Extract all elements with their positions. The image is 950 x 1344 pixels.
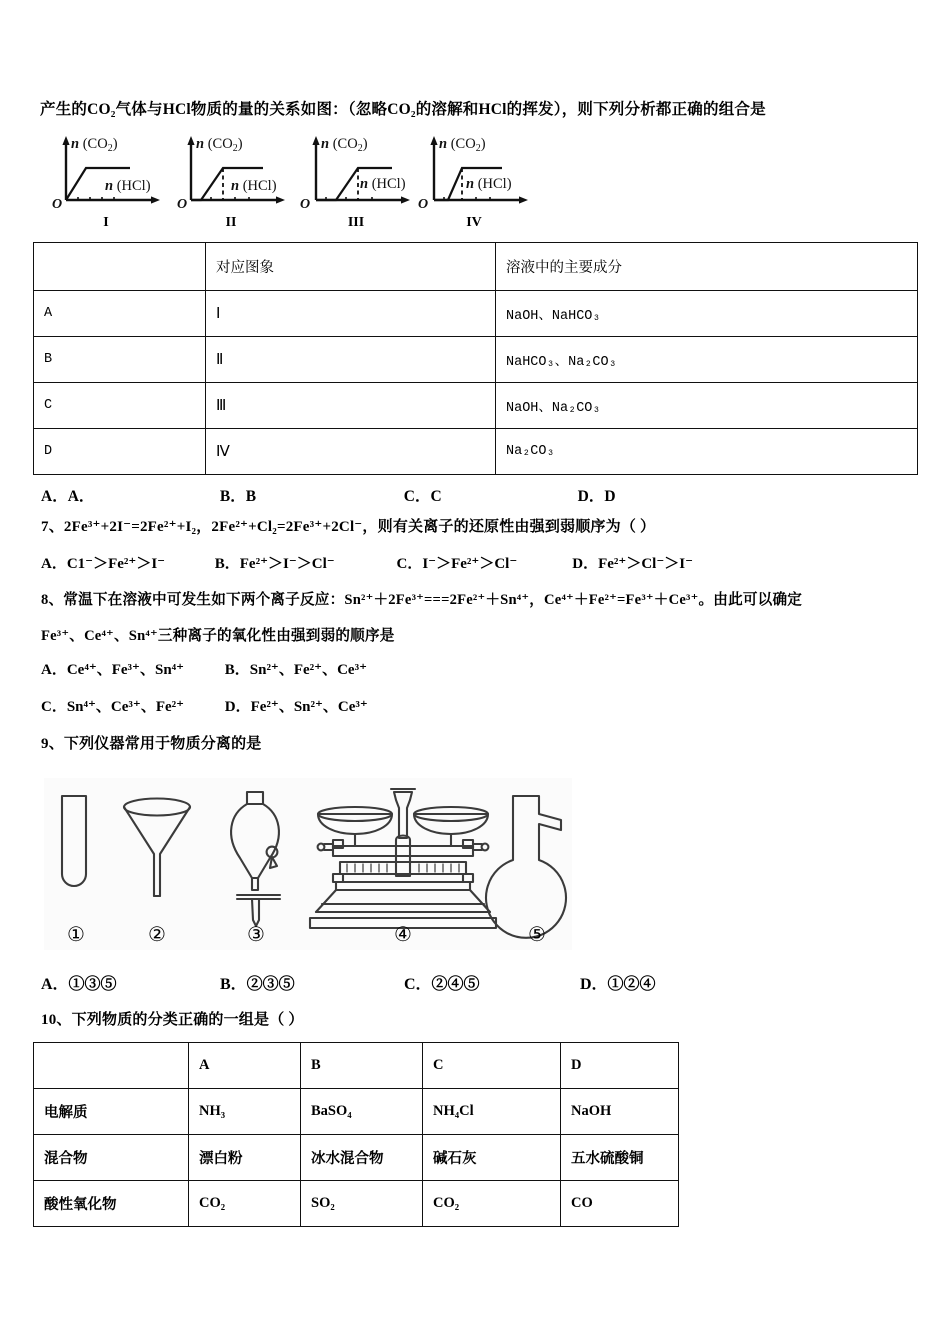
graph-IV-label: IV xyxy=(466,215,482,230)
svg-text:n (CO2): n $(CO_2)$ xyxy=(196,136,243,154)
graph-III-label: III xyxy=(347,215,365,230)
classify-acidic-oxide-b: SO₂ xyxy=(301,1181,423,1227)
table-row xyxy=(34,429,918,475)
svg-text:O: O xyxy=(177,197,188,212)
row-graph-b: Ⅱ xyxy=(206,337,496,383)
q7-option-b[interactable]: B．Fe²⁺＞I⁻＞Cl⁻ xyxy=(214,556,335,572)
classify-mixture-c: 碱石灰 xyxy=(423,1135,561,1181)
question-6-stem: 产生的CO₂气体与HCl物质的量的关系如图：（忽略CO₂的溶解和HCl的挥发），则下列分析都正确的组合是 xyxy=(40,101,766,118)
funnel-icon xyxy=(124,799,190,897)
table-header-row xyxy=(34,243,918,291)
q8-option-d[interactable]: D．Fe²⁺、Sn²⁺、Ce³⁺ xyxy=(224,699,368,715)
classify-category-mixture: 混合物 xyxy=(34,1135,189,1181)
svg-text:O: O xyxy=(418,197,429,212)
test-tube-icon xyxy=(62,796,86,886)
table-row xyxy=(34,1135,679,1181)
apparatus-number-2: ② xyxy=(148,922,166,946)
classify-acidic-oxide-d: CO xyxy=(561,1181,679,1227)
question-9-stem: 9、下列仪器常用于物质分离的是 xyxy=(41,736,262,752)
row-components-b: NaHCO₃、Na₂CO₃ xyxy=(496,337,918,383)
q9-option-d[interactable]: D．①②④ xyxy=(580,976,656,993)
q7-option-a[interactable]: A．C1⁻＞Fe²⁺＞I⁻ xyxy=(41,556,166,572)
graph-III xyxy=(292,128,420,228)
q8-option-c[interactable]: C．Sn⁴⁺、Ce³⁺、Fe²⁺ xyxy=(41,699,185,715)
classify-acidic-oxide-a: CO₂ xyxy=(189,1181,301,1227)
q7-option-c[interactable]: C．I⁻＞Fe²⁺＞Cl⁻ xyxy=(396,556,518,572)
svg-text:n (CO2): n $(CO_2)$ xyxy=(321,136,368,154)
apparatus-svg xyxy=(44,778,572,950)
question-7-options xyxy=(41,552,693,573)
graph-I-svg xyxy=(42,128,170,228)
table-row xyxy=(34,1089,679,1135)
svg-text:n (CO2): n $(CO_2)$ xyxy=(71,136,118,154)
question-6-graph-figure xyxy=(42,128,562,228)
apparatus-number-3: ③ xyxy=(247,922,265,946)
q8-option-a[interactable]: A．Ce⁴⁺、Fe³⁺、Sn⁴⁺ xyxy=(41,662,185,678)
distillation-flask-icon xyxy=(486,796,566,938)
svg-text:n (HCl): n (HCl) xyxy=(466,176,512,192)
table-header-components: 溶液中的主要成分 xyxy=(496,243,918,291)
classify-mixture-b: 冰水混合物 xyxy=(301,1135,423,1181)
row-components-d: Na₂CO₃ xyxy=(496,429,918,475)
row-graph-c: Ⅲ xyxy=(206,383,496,429)
graph-IV xyxy=(410,128,538,228)
graph-II xyxy=(167,128,295,228)
table-row xyxy=(34,1181,679,1227)
separating-funnel-icon xyxy=(231,792,280,926)
row-option-d: D xyxy=(34,429,206,475)
question-7-stem: 7、2Fe³⁺+2I⁻=2Fe²⁺+I₂，2Fe²⁺+Cl₂=2Fe³⁺+2Cl⁻，则有关离子的还原性由强到弱顺序为（ ） xyxy=(41,519,656,535)
apparatus-number-5: ⑤ xyxy=(528,922,546,946)
question-8-options-row2 xyxy=(41,695,368,716)
classify-mixture-d: 五水硫酸铜 xyxy=(561,1135,679,1181)
question-8-options-row1 xyxy=(41,658,367,679)
table-row xyxy=(34,337,918,383)
classify-electrolyte-a: NH₃ xyxy=(189,1089,301,1135)
svg-text:n (HCl): n (HCl) xyxy=(360,176,406,192)
table-header-blank xyxy=(34,243,206,291)
classify-header-d: D xyxy=(561,1043,679,1089)
question-9-options xyxy=(41,971,656,994)
row-option-c: C xyxy=(34,383,206,429)
graph-I-label: I xyxy=(103,215,109,230)
svg-text:n (HCl): n (HCl) xyxy=(105,178,151,194)
classify-electrolyte-b: BaSO₄ xyxy=(301,1089,423,1135)
graph-IV-svg xyxy=(410,128,538,228)
q6-option-c[interactable]: C．C xyxy=(403,488,442,505)
classify-category-acidic-oxide: 酸性氧化物 xyxy=(34,1181,189,1227)
svg-text:O: O xyxy=(300,197,311,212)
row-graph-a: Ⅰ xyxy=(206,291,496,337)
svg-text:n (HCl): n (HCl) xyxy=(231,178,277,194)
graph-I xyxy=(42,128,170,228)
question-8-stem-line1: 8、常温下在溶液中可发生如下两个离子反应：Sn²⁺＋2Fe³⁺===2Fe²⁺＋Sn⁴⁺，Ce⁴⁺＋Fe²⁺=Fe³⁺＋Ce³⁺。由此可以确定 xyxy=(41,592,803,608)
q7-option-d[interactable]: D．Fe²⁺＞Cl⁻＞I⁻ xyxy=(572,556,693,572)
question-6-table xyxy=(33,242,918,475)
table-header-row xyxy=(34,1043,679,1089)
classify-header-c: C xyxy=(423,1043,561,1089)
question-9-apparatus-figure xyxy=(44,778,572,950)
table-header-graph: 对应图象 xyxy=(206,243,496,291)
row-components-c: NaOH、Na₂CO₃ xyxy=(496,383,918,429)
question-6-options xyxy=(41,484,616,506)
q6-option-b[interactable]: B．B xyxy=(219,488,257,505)
classify-header-blank xyxy=(34,1043,189,1089)
classify-electrolyte-c: NH₄Cl xyxy=(423,1089,561,1135)
row-components-a: NaOH、NaHCO₃ xyxy=(496,291,918,337)
graph-II-svg xyxy=(167,128,295,228)
classify-header-b: B xyxy=(301,1043,423,1089)
q8-option-b[interactable]: B．Sn²⁺、Fe²⁺、Ce³⁺ xyxy=(224,662,367,678)
graph-III-svg xyxy=(292,128,420,228)
apparatus-number-1: ① xyxy=(67,922,85,946)
question-8-stem-line2: Fe³⁺、Ce⁴⁺、Sn⁴⁺三种离子的氧化性由强到弱的顺序是 xyxy=(41,628,395,644)
graph-II-label: II xyxy=(225,215,237,230)
balance-icon xyxy=(310,789,496,928)
row-option-a: A xyxy=(34,291,206,337)
row-graph-d: Ⅳ xyxy=(206,429,496,475)
row-option-b: B xyxy=(34,337,206,383)
classify-acidic-oxide-c: CO₂ xyxy=(423,1181,561,1227)
q9-option-b[interactable]: B．②③⑤ xyxy=(220,976,295,993)
table-row xyxy=(34,291,918,337)
q6-option-a[interactable]: A．A． xyxy=(41,488,95,505)
svg-text:O: O xyxy=(52,197,63,212)
q6-option-d[interactable]: D．D xyxy=(577,488,616,505)
classify-header-a: A xyxy=(189,1043,301,1089)
question-10-stem: 10、下列物质的分类正确的一组是（ ） xyxy=(41,1012,304,1028)
question-10-table xyxy=(33,1042,679,1227)
q9-option-c[interactable]: C．②④⑤ xyxy=(404,976,480,993)
table-row xyxy=(34,383,918,429)
classify-electrolyte-d: NaOH xyxy=(561,1089,679,1135)
classify-mixture-a: 漂白粉 xyxy=(189,1135,301,1181)
q9-option-a[interactable]: A．①③⑤ xyxy=(41,976,117,993)
svg-text:n (CO2): n $(CO_2)$ xyxy=(439,136,486,154)
classify-category-electrolyte: 电解质 xyxy=(34,1089,189,1135)
apparatus-number-4: ④ xyxy=(394,922,412,946)
